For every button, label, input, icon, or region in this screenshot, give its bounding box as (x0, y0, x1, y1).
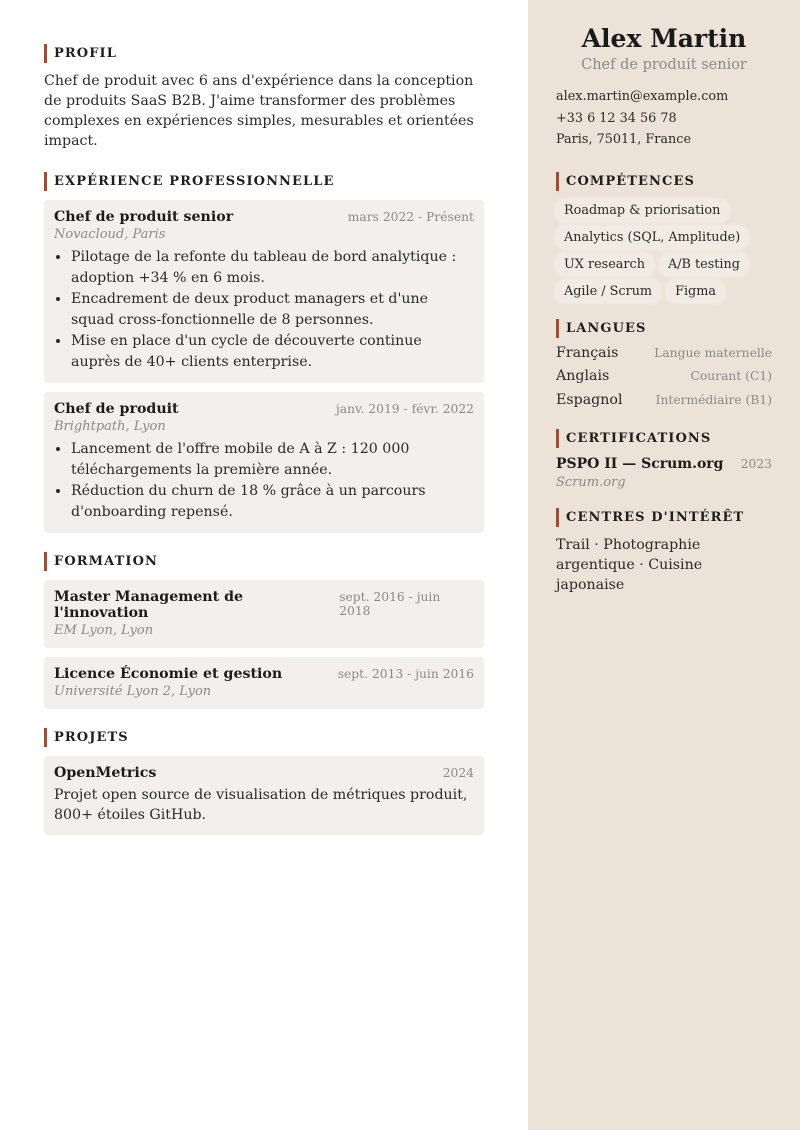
language-row (556, 392, 772, 416)
contact-location: Paris, 75011, France (556, 132, 692, 147)
languages-list (556, 345, 772, 416)
interests-text: Trail · Photographie argentique · Cuisine japonaise (556, 537, 703, 593)
certification-year: 2023 (740, 457, 772, 471)
job-bullet: • Lancement de l'offre mobile de A à Z : 120 000 téléchargements la première année. (71, 439, 474, 481)
job-bullet: • Mise en place d'un cycle de découverte continue auprès de 40+ clients enterprise. (71, 331, 474, 373)
job-bullet: • Encadrement de deux product managers et d'une squad cross-fonctionnelle de 8 personnes. (71, 289, 474, 331)
languages-section-title (556, 319, 772, 338)
section-accent-bar (556, 429, 559, 448)
language-level: Courant (C1) (690, 369, 772, 383)
degree-title: Master Management de l'innovation (54, 589, 244, 621)
certification-org: Scrum.org (556, 475, 626, 490)
section-accent-bar (556, 319, 559, 338)
degree-date: sept. 2013 - juin 2016 (337, 667, 474, 681)
experience-section-title (44, 172, 484, 191)
skill-chip: Analytics (SQL, Amplitude) (556, 227, 748, 248)
section-accent-bar (44, 552, 47, 571)
contact-phone[interactable]: +33 6 12 34 56 78 (556, 110, 677, 126)
language-level: Intermédiaire (B1) (655, 392, 772, 407)
skills-list (556, 200, 772, 302)
section-accent-bar (556, 508, 559, 527)
project-title: OpenMetrics (54, 765, 157, 781)
experience-card (44, 200, 484, 383)
profile-heading: PROFIL (54, 46, 117, 61)
language-row (556, 368, 772, 392)
education-heading: FORMATION (54, 554, 158, 569)
project-card (44, 756, 484, 835)
degree-school: Université Lyon 2, Lyon (54, 684, 212, 699)
languages-heading: LANGUES (566, 320, 647, 336)
job-company: Brightpath, Lyon (54, 419, 166, 434)
education-section-title (44, 552, 484, 571)
job-bullet: • Réduction du churn de 18 % grâce à un parcours d'onboarding repensé. (71, 481, 474, 523)
skills-heading: COMPÉTENCES (566, 173, 695, 189)
job-bullet: • Pilotage de la refonte du tableau de bord analytique : adoption +34 % en 6 mois. (71, 247, 474, 289)
section-accent-bar (44, 44, 47, 63)
degree-title: Licence Économie et gestion (54, 666, 283, 682)
person-role: Chef de produit senior (581, 57, 747, 73)
skill-chip: Figma (667, 281, 724, 302)
job-date: janv. 2019 - févr. 2022 (335, 402, 474, 416)
job-bullets (54, 247, 474, 373)
language-level: Langue maternelle (654, 345, 772, 360)
certification-title: PSPO II — Scrum.org (556, 456, 724, 472)
skill-chip: Agile / Scrum (556, 281, 660, 302)
skill-chip: UX research (556, 254, 653, 275)
interests-heading: CENTRES D'INTÉRÊT (566, 510, 745, 525)
profile-section-title (44, 44, 484, 63)
education-card (44, 580, 484, 648)
degree-date: sept. 2016 - juin 2018 (339, 590, 441, 618)
job-company: Novacloud, Paris (54, 227, 166, 242)
project-description: Projet open source de visualisation de métriques produit, 800+ étoiles GitHub. (54, 787, 468, 823)
interests-section-title (556, 508, 772, 527)
skills-section-title (556, 172, 772, 191)
contact-email[interactable]: alex.martin@example.com (556, 89, 729, 104)
job-title: Chef de produit senior (54, 209, 234, 225)
degree-school: EM Lyon, Lyon (54, 623, 154, 638)
section-accent-bar (44, 728, 47, 747)
certifications-section-title (556, 429, 772, 448)
projects-heading: PROJETS (54, 730, 129, 745)
contact-block (556, 86, 772, 151)
profile-text: Chef de produit avec 6 ans d'expérience dans la conception de produits SaaS B2B. J'aime transformer des problèmes complexes en expériences simples, mesurables et orientées impact. (44, 73, 474, 149)
language-name: Anglais (556, 368, 610, 384)
education-card (44, 657, 484, 709)
job-bullets (54, 439, 474, 523)
experience-heading: EXPÉRIENCE PROFESSIONNELLE (54, 174, 335, 189)
language-name: Espagnol (556, 391, 623, 408)
job-title: Chef de produit (54, 401, 179, 417)
language-name: Français (556, 344, 619, 361)
sidebar (528, 0, 800, 1130)
person-name: Alex Martin (581, 24, 747, 53)
section-accent-bar (44, 172, 47, 191)
certifications-heading: CERTIFICATIONS (566, 431, 712, 446)
certification-item (556, 456, 772, 490)
projects-section-title (44, 728, 484, 747)
language-row (556, 345, 772, 369)
experience-card (44, 392, 484, 533)
skill-chip: A/B testing (660, 254, 748, 275)
project-date: 2024 (442, 766, 474, 780)
section-accent-bar (556, 172, 559, 191)
skill-chip: Roadmap & priorisation (556, 200, 728, 221)
job-date: mars 2022 - Présent (347, 210, 474, 224)
